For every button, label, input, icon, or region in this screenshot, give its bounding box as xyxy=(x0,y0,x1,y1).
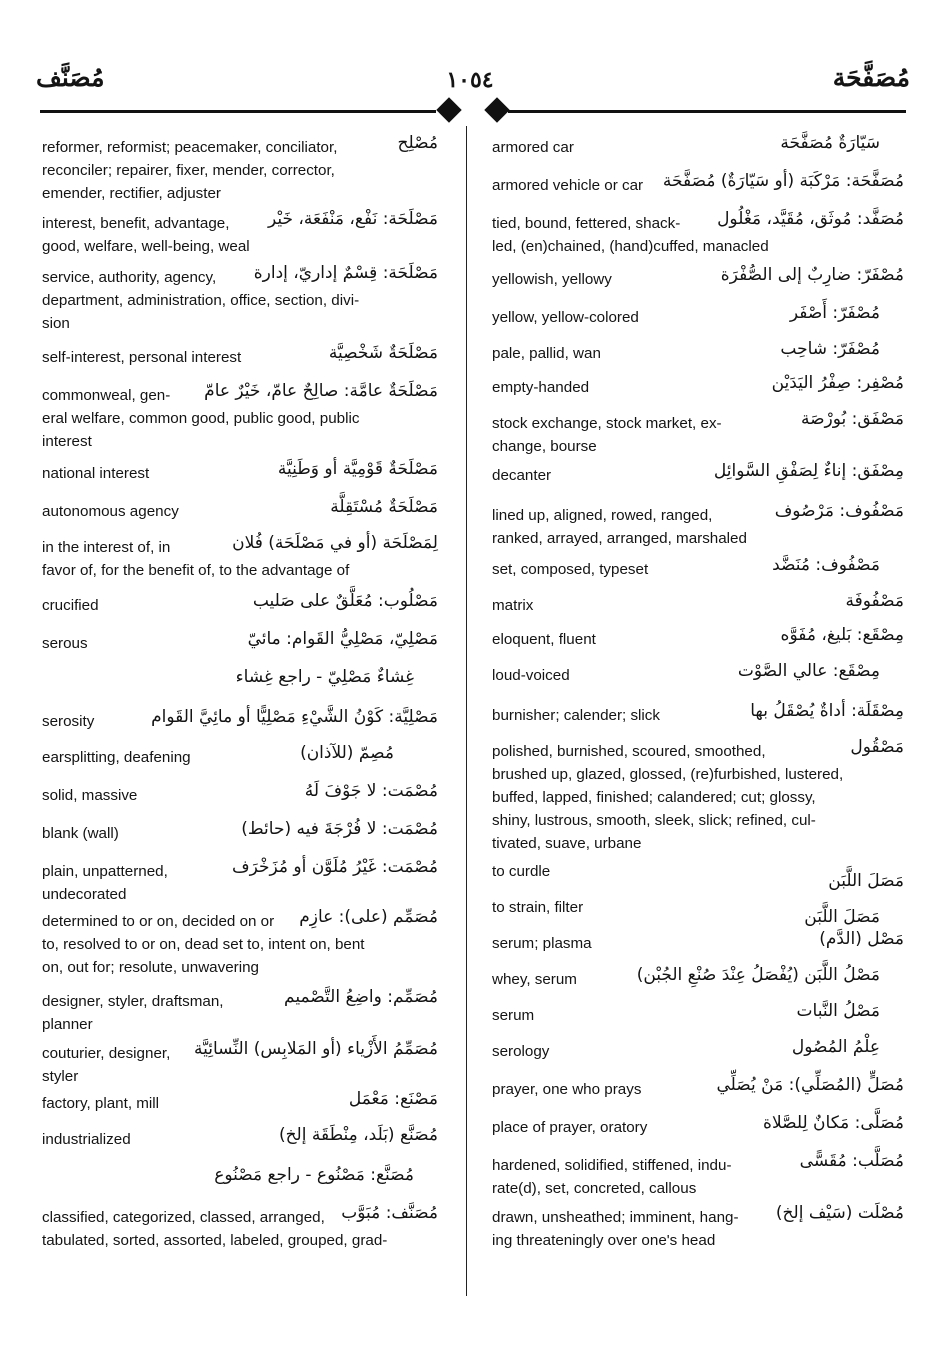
arabic-headword: مَصْلَحَة: نَفْع، مَنْفَعَة، خَيْر xyxy=(267,209,438,229)
arabic-headword: مُصَلَّب: مُقَسًّى xyxy=(799,1151,904,1171)
arabic-headword: مَصْلَحَة: قِسْمٌ إداريّ، إدارة xyxy=(253,263,438,283)
arabic-headword: مُصْفَرّ: أَصْفَر xyxy=(789,303,880,323)
dictionary-entry xyxy=(492,965,904,991)
dictionary-entry xyxy=(492,461,904,487)
header-diamond-ornament-right xyxy=(484,97,509,122)
english-definition: in the interest of, in favor of, for the benefit of, to the advantage of xyxy=(42,539,350,579)
arabic-headword: عِلْمُ المُصُول xyxy=(791,1037,880,1057)
arabic-headword: مَصْفُوفَة xyxy=(845,591,904,611)
arabic-headword: مُصَمِّم (على): عازِم xyxy=(299,907,438,927)
arabic-headword: مِصْفَق: إناءٌ لِصَفْقِ السَّوائِل xyxy=(713,461,904,481)
arabic-headword: مُصَلٍّ (المُصَلِّي): مَنْ يُصَلِّي xyxy=(716,1075,904,1095)
arabic-headword: مُصَمِّم: واضِعُ التَّصْميم xyxy=(284,987,438,1007)
arabic-headword: مُصَنَّف: مُبَوَّب xyxy=(341,1203,438,1223)
dictionary-entry xyxy=(42,987,438,1036)
dictionary-entry xyxy=(42,133,438,205)
english-definition: solid, massive xyxy=(42,787,138,804)
arabic-headword: مَصْلِيّ، مَصْلِيُّ القَوام: مائيّ xyxy=(247,629,438,649)
dictionary-entry xyxy=(492,303,904,329)
english-definition: place of prayer, oratory xyxy=(492,1119,648,1136)
english-definition: service, authority, agency, department, administration, office, section, divi- sion xyxy=(42,269,360,332)
english-definition: lined up, aligned, rowed, ranged, ranked, arrayed, arranged, marshaled xyxy=(492,507,747,547)
english-definition: pale, pallid, wan xyxy=(492,345,601,362)
english-definition: plain, unpatterned, undecorated xyxy=(42,863,168,903)
dictionary-entry xyxy=(492,661,904,687)
arabic-headword: مَصْفَق: بُورْصَة xyxy=(800,409,904,429)
arabic-headword: مِصْقَع: بَليغ، مُفَوَّه xyxy=(780,625,904,645)
column-divider xyxy=(466,126,467,1296)
english-definition: crucified xyxy=(42,597,99,614)
arabic-headword: مُصْلَت (سَيْف إلخ) xyxy=(775,1203,904,1223)
header-rule-left xyxy=(40,110,436,113)
dictionary-entry xyxy=(42,343,438,369)
dictionary-entry xyxy=(492,1037,904,1063)
english-definition: drawn, unsheathed; imminent, hang- ing threateningly over one's head xyxy=(492,1209,739,1249)
dictionary-entry xyxy=(492,409,904,458)
english-definition: blank (wall) xyxy=(42,825,119,842)
dictionary-entry xyxy=(42,907,438,979)
dictionary-entry xyxy=(492,133,904,159)
arabic-headword: مَصْقُول xyxy=(850,737,904,757)
dictionary-entry xyxy=(42,781,438,807)
english-definition: self-interest, personal interest xyxy=(42,349,242,366)
arabic-headword: مَصْفُوف: مَرْصُوف xyxy=(774,501,904,521)
dictionary-entry xyxy=(492,701,904,727)
dictionary-entry xyxy=(492,896,904,927)
header-left-guide-word: مُصَنَّف xyxy=(36,65,105,92)
arabic-headword: مُصْفَرّ: ضارِبٌ إلى الصُّفْرَة xyxy=(720,265,904,285)
english-definition: serous xyxy=(42,635,88,652)
header-right-guide-word: مُصَفَّحَة xyxy=(832,65,910,92)
arabic-headword: مَصْل (الدَّم) xyxy=(819,929,904,949)
english-definition: matrix xyxy=(492,597,534,614)
dictionary-entry xyxy=(42,209,438,258)
arabic-headword: مُصْمَت: غَيْرُ مُلَوَّن أو مُزَخْرَف xyxy=(231,857,438,877)
arabic-headword: غِشاءٌ مَصْلِيّ - راجع غِشاء xyxy=(235,667,414,687)
english-definition: designer, styler, draftsman, planner xyxy=(42,993,224,1033)
dictionary-entry xyxy=(42,707,438,733)
dictionary-entry xyxy=(492,501,904,550)
dictionary-entry xyxy=(492,171,904,197)
dictionary-entry xyxy=(42,591,438,617)
arabic-headword: مَصْلَحَةٌ قَوْمِيَّة أو وَطَنِيَّة xyxy=(277,459,438,479)
arabic-headword: مَصَلَ اللَّبَن xyxy=(828,871,904,891)
english-definition: burnisher; calender; slick xyxy=(492,707,660,724)
dictionary-entry xyxy=(492,1151,904,1200)
english-definition: whey, serum xyxy=(492,971,577,988)
dictionary-entry xyxy=(492,1075,904,1101)
english-definition: interest, benefit, advantage, good, welfare, well-being, weal xyxy=(42,215,250,255)
dictionary-entry xyxy=(492,625,904,651)
arabic-headword: مَصَلَ اللَّبَن xyxy=(804,907,880,927)
dictionary-entry xyxy=(42,1203,438,1252)
arabic-headword: مَصْلَحَةٌ عامَّة: صالِحٌ عامّ، خَيْرٌ عامّ xyxy=(204,381,438,401)
arabic-headword: مُصْلِح xyxy=(397,133,438,153)
arabic-headword: مُصْمَت: لا جَوْفَ لَهُ xyxy=(304,781,438,801)
dictionary-entry xyxy=(492,1001,904,1027)
arabic-headword: مِصْقَلَة: أداةٌ يُصْقَلُ بها xyxy=(750,701,904,721)
english-definition: set, composed, typeset xyxy=(492,561,649,578)
dictionary-entry xyxy=(42,459,438,485)
arabic-headword: مُصْمَت: لا فُرْجَةَ فيه (حائط) xyxy=(241,819,438,839)
english-definition: couturier, designer, styler xyxy=(42,1045,171,1085)
english-definition: factory, plant, mill xyxy=(42,1095,160,1112)
english-definition: decanter xyxy=(492,467,552,484)
dictionary-entry xyxy=(492,265,904,291)
dictionary-entry xyxy=(42,263,438,335)
english-definition: armored vehicle or car xyxy=(492,177,644,194)
arabic-headword: مُصَنَّع: مَصْنُوع - راجع مَصْنُوع xyxy=(214,1165,414,1185)
english-definition: prayer, one who prays xyxy=(492,1081,642,1098)
dictionary-entry xyxy=(42,381,438,453)
english-definition: national interest xyxy=(42,465,150,482)
arabic-headword: مُصَمِّمُ الأَزْياء (أو المَلابِس) النِّسائِيَّة xyxy=(194,1039,438,1059)
dictionary-entry xyxy=(42,819,438,845)
dictionary-entry xyxy=(492,929,904,955)
dictionary-entry xyxy=(492,591,904,617)
dictionary-entry xyxy=(42,629,438,655)
english-definition: autonomous agency xyxy=(42,503,179,520)
english-definition: serology xyxy=(492,1043,550,1060)
english-definition: industrialized xyxy=(42,1131,131,1148)
arabic-headword: مَصْنَع: مَعْمَل xyxy=(348,1089,438,1109)
arabic-headword: مُصَفَّد: مُوثَق، مُقَيَّد، مَغْلُول xyxy=(717,209,904,229)
english-definition: eloquent, fluent xyxy=(492,631,596,648)
arabic-headword: مُصِمّ (للآذان) xyxy=(300,743,394,763)
english-definition: earsplitting, deafening xyxy=(42,749,191,766)
arabic-headword: مِصْقَع: عالي الصَّوْت xyxy=(737,661,880,681)
dictionary-entry xyxy=(42,497,438,523)
english-definition: reformer, reformist; peacemaker, conciliator, reconciler; repairer, fixer, mender, corrector, emender, rectifier, adjuster xyxy=(42,139,338,202)
dictionary-entry xyxy=(492,1113,904,1139)
dictionary-entry xyxy=(42,1125,438,1151)
arabic-headword: مُصْفَرّ: شاحِب xyxy=(780,339,880,359)
english-definition: hardened, solidified, stiffened, indu- rate(d), set, concreted, callous xyxy=(492,1157,732,1197)
arabic-headword: سَيّارَةٌ مُصَفَّحَة xyxy=(780,133,880,153)
dictionary-entry xyxy=(492,737,904,855)
dictionary-entry xyxy=(492,860,904,891)
dictionary-entry xyxy=(492,555,904,581)
english-definition: polished, burnished, scoured, smoothed, brushed up, glazed, glossed, (re)furbished, lustered, buffed, lapped, finished; calandered; cut; glossy, shiny, lustrous, smooth, sleek, slick; refined, cul- tivated, suave, urbane xyxy=(492,743,844,852)
english-definition: serosity xyxy=(42,713,95,730)
arabic-headword: مَصْلُ النَّبات xyxy=(796,1001,880,1021)
english-definition: commonweal, gen- eral welfare, common good, public good, public interest xyxy=(42,387,360,450)
arabic-headword: مَصْلُ اللَّبَن (يُفْصَلُ عِنْدَ صُنْعِ الجُبْن) xyxy=(636,965,880,985)
english-definition: armored car xyxy=(492,139,574,156)
english-definition: yellow, yellow-colored xyxy=(492,309,639,326)
dictionary-entry xyxy=(492,1203,904,1252)
dictionary-entry xyxy=(492,209,904,258)
arabic-headword: مَصْلِيَّة: كَوْنُ الشَّيْءِ مَصْلِيًّا أو مائِيَّ القَوام xyxy=(151,707,438,727)
english-definition: determined to or on, decided on or to, resolved to or on, dead set to, intent on, bent on, out for; resolute, unwavering xyxy=(42,913,365,976)
arabic-headword: مَصْلَحَةٌ شَخْصِيَّة xyxy=(328,343,438,363)
arabic-headword: مُصَنَّع (بَلَد، مِنْطَقَة إلخ) xyxy=(278,1125,438,1145)
english-definition: tied, bound, fettered, shack- led, (en)chained, (hand)cuffed, manacled xyxy=(492,215,769,255)
arabic-headword: مُصَفَّحَة: مَرْكَبَة (أو سَيّارَةٌ) مُصَفَّحَة xyxy=(662,171,904,191)
english-definition: serum xyxy=(492,1007,535,1024)
arabic-headword: مَصْفُوف: مُنَضَّد xyxy=(772,555,880,575)
dictionary-entry xyxy=(42,857,438,906)
dictionary-entry xyxy=(492,339,904,365)
arabic-headword: مُصْفِر: صِفْرُ اليَدَيْن xyxy=(771,373,904,393)
english-definition: to strain, filter xyxy=(492,899,584,916)
arabic-headword: مُصَلَّى: مَكانٌ لِلصَّلاة xyxy=(763,1113,904,1133)
arabic-headword: لِمَصْلَحَة (أو في مَصْلَحَة) فُلان xyxy=(232,533,438,553)
header-diamond-ornament-left xyxy=(436,97,461,122)
english-definition: yellowish, yellowy xyxy=(492,271,612,288)
dictionary-entry xyxy=(42,1089,438,1115)
page-number: ١٠٥٤ xyxy=(446,67,494,92)
dictionary-entry xyxy=(42,533,438,582)
english-definition: empty-handed xyxy=(492,379,590,396)
english-definition: serum; plasma xyxy=(492,935,592,952)
english-definition: loud-voiced xyxy=(492,667,570,684)
dictionary-entry xyxy=(42,743,438,769)
english-definition: to curdle xyxy=(492,863,551,880)
english-definition: classified, categorized, classed, arranged, tabulated, sorted, assorted, labeled, grouped, grad- xyxy=(42,1209,388,1249)
arabic-headword: مَصْلُوب: مُعَلَّقٌ على صَليب xyxy=(252,591,438,611)
arabic-headword: مَصْلَحَةٌ مُسْتَقِلَّة xyxy=(330,497,438,517)
english-definition: stock exchange, stock market, ex- change, bourse xyxy=(492,415,722,455)
dictionary-entry xyxy=(492,373,904,399)
dictionary-entry xyxy=(42,1039,438,1088)
header-rule-right xyxy=(508,110,906,113)
